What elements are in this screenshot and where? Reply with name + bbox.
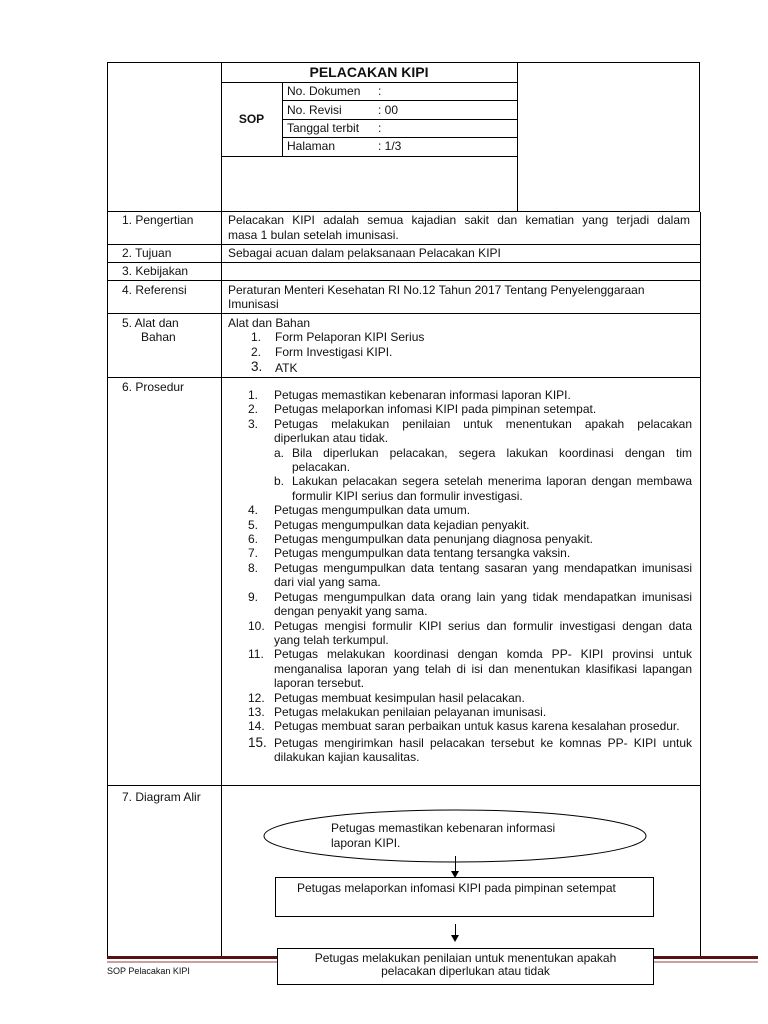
pengertian-line-2: masa 1 bulan setelah imunisasi. [228, 228, 399, 242]
meta-value-halaman: : 1/3 [378, 139, 402, 153]
list-item: a. Bila diperlukan pelacakan, segera lakukan koordinasi dengan tim pelacakan. [274, 445, 692, 475]
pengertian-line-1: Pelacakan KIPI adalah semua kajadian sakit dan kematian yang terjadi dalam [228, 213, 690, 227]
divider [107, 262, 700, 263]
list-item: b. Lakukan pelacakan segera setelah menerima laporan dengan membawa formulir KIPI serius dan formulir investigasi. [274, 474, 692, 503]
tujuan-text: Sebagai acuan dalam pelaksanaan Pelacakan KIPI [228, 246, 501, 260]
divider [282, 119, 517, 120]
row-label-pengertian: 1. Pengertian [122, 213, 194, 227]
alat-item-2-num: 2. [251, 345, 262, 359]
box2-text-1: Petugas melakukan penilaian untuk menentukan apakah [314, 951, 617, 965]
divider [107, 313, 700, 314]
oval-text-1: Petugas memastikan kebenaran informasi [331, 821, 556, 835]
list-item: 8. Petugas mengumpulkan data tentang sasaran yang mendapatkan imunisasi dari vial yang sama. [248, 560, 692, 590]
row-label-tujuan: 2. Tujuan [122, 246, 172, 260]
list-item: 6. Petugas mengumpulkan data penunjang diagnosa penyakit. [248, 532, 593, 547]
list-item: 11. Petugas melakukan koordinasi dengan komda PP- KIPI provinsi untuk menganalisa laporan yang telah di isi dan menentukan klasifikasi lapangan laporan tersebut. [248, 647, 692, 691]
oval-text-2: laporan KIPI. [331, 836, 401, 850]
page-title: PELACAKAN KIPI [309, 64, 429, 80]
divider [517, 62, 518, 212]
list-item: 3. Petugas melakukan penilaian untuk menentukan apakah pelacakan diperlukan atau tidak. [248, 416, 692, 446]
list-item: 13. Petugas melakukan penilaian pelayanan imunisasi. [248, 704, 547, 719]
footer-rule-dark [107, 956, 277, 959]
alat-item-1-num: 1. [251, 330, 262, 344]
divider [107, 244, 700, 245]
divider [107, 377, 700, 378]
row-label-alat-1: 5. Alat dan [122, 316, 179, 330]
meta-value-tanggal-terbit: : [378, 121, 382, 135]
box1-text: Petugas melaporkan infomasi KIPI pada pimpinan setempat [297, 881, 616, 895]
list-item: 12. Petugas membuat kesimpulan hasil pelacakan. [248, 690, 525, 705]
alat-item-2: Form Investigasi KIPI. [275, 345, 393, 359]
meta-label-no-dokumen: No. Dokumen [287, 84, 361, 98]
divider [221, 82, 517, 83]
row-label-diagram: 7. Diagram Alir [122, 790, 201, 804]
meta-label-tanggal-terbit: Tanggal terbit [287, 121, 360, 135]
alat-item-1: Form Pelaporan KIPI Serius [275, 330, 425, 344]
meta-value-no-revisi: : 00 [378, 103, 399, 117]
sop-label: SOP [238, 112, 265, 126]
footer-text: SOP Pelacakan KIPI [107, 966, 190, 976]
footer-rule-dark [654, 956, 758, 959]
list-item: 10. Petugas mengisi formulir KIPI serius dan formulir investigasi dengan data yang telah terkumpul. [248, 618, 692, 647]
row-label-referensi: 4. Referensi [122, 283, 187, 297]
meta-value-no-dokumen: : [378, 84, 382, 98]
row-label-kebijakan: 3. Kebijakan [122, 264, 189, 278]
divider [282, 100, 517, 101]
divider [282, 137, 517, 138]
flow-arrow-head [451, 935, 459, 942]
list-item: 9. Petugas mengumpulkan data orang lain yang tidak mendapatkan imunisasi dengan penyakit yang sama. [248, 589, 692, 619]
footer-rule-light [107, 961, 277, 963]
list-item: 15. Petugas mengirimkan hasil pelacakan tersebut ke komnas PP- KIPI untuk dilakukan kajian kausalitas. [248, 734, 692, 765]
divider [107, 212, 108, 956]
divider [221, 156, 517, 157]
list-item: 14. Petugas membuat saran perbaikan untuk kasus karena kesalahan prosedur. [248, 719, 680, 734]
divider [107, 280, 700, 281]
divider [107, 785, 700, 786]
row-label-prosedur: 6. Prosedur [122, 380, 185, 394]
divider [700, 212, 701, 956]
divider [221, 62, 222, 212]
alat-item-3-num: 3. [251, 359, 263, 374]
flow-arrow-line [455, 856, 456, 872]
footer-rule-light [654, 961, 758, 963]
meta-label-no-revisi: No. Revisi [287, 103, 342, 117]
prosedur-list [228, 388, 692, 765]
box2-text-2: pelacakan diperlukan atau tidak [381, 964, 550, 978]
list-item: 1. Petugas memastikan kebenaran informasi laporan KIPI. [248, 388, 571, 402]
meta-label-halaman: Halaman [287, 139, 336, 153]
list-item: 7. Petugas mengumpulkan data tentang tersangka vaksin. [248, 546, 571, 561]
alat-item-3: ATK [275, 361, 298, 375]
referensi-line-2: Imunisasi [228, 297, 279, 311]
referensi-line-1: Peraturan Menteri Kesehatan RI No.12 Tahun 2017 Tentang Penyelenggaraan [228, 283, 645, 297]
row-label-alat-2: Bahan [141, 330, 176, 344]
alat-heading: Alat dan Bahan [228, 316, 311, 330]
list-item: 4. Petugas mengumpulkan data umum. [248, 503, 471, 518]
list-item: 5. Petugas mengumpulkan data kejadian penyakit. [248, 517, 530, 532]
list-item: 2. Petugas melaporkan infomasi KIPI pada pimpinan setempat. [248, 402, 597, 417]
